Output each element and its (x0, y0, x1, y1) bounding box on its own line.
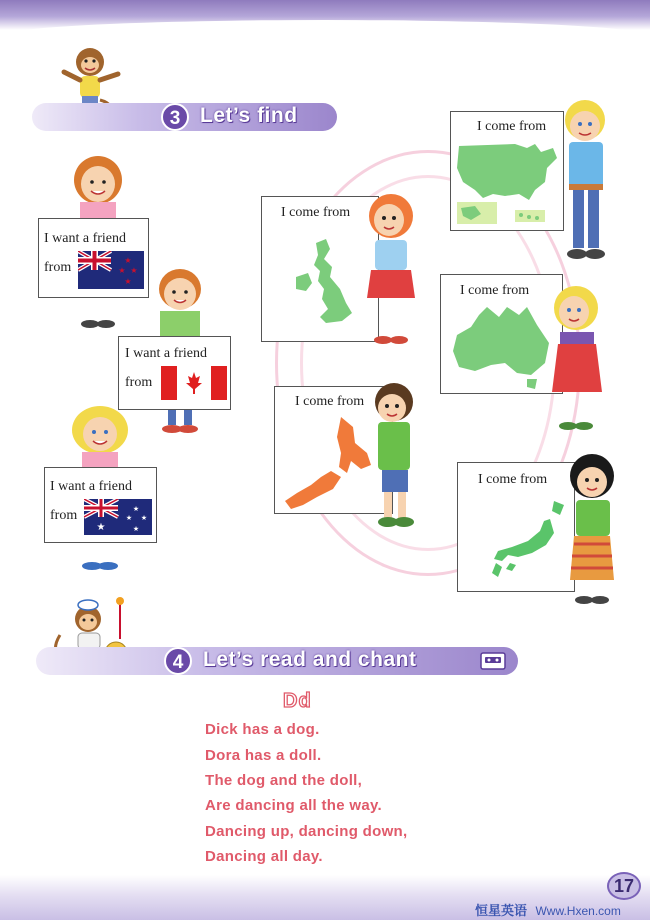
country-card-text: I come from (460, 283, 530, 298)
svg-text:★: ★ (96, 522, 106, 533)
boy-blonde-hair-illustration (555, 98, 615, 266)
site-watermark (475, 900, 621, 920)
chant-line: Dick has a dog. (205, 721, 320, 738)
svg-text:★: ★ (130, 266, 138, 275)
site-chinese-name: 恒星英语 (475, 904, 528, 919)
svg-text:★: ★ (140, 515, 148, 522)
chant-line: Dancing up, dancing down, (205, 823, 408, 840)
section-3-number: 3 (161, 103, 189, 131)
friend-card-line2: from (44, 260, 72, 275)
usa-map-icon (455, 138, 563, 231)
japan-map-icon (488, 497, 568, 592)
chant-line: The dog and the doll, (205, 772, 363, 789)
friend-card-line2: from (125, 375, 153, 390)
section-4-number: 4 (164, 647, 192, 675)
country-card-text: I come from (477, 119, 547, 134)
friend-card-line1: I want a friend (125, 346, 208, 361)
friend-card-canada (118, 336, 231, 410)
friend-card-line1: I want a friend (44, 231, 127, 246)
friend-card-line2: from (50, 508, 78, 523)
site-url: Www.Hxen.com (535, 904, 621, 918)
section-4-title: Let’s read and chant (203, 648, 417, 671)
new-zealand-flag-icon (78, 251, 144, 294)
svg-text:★: ★ (132, 526, 140, 533)
friend-card-new-zealand (38, 218, 149, 298)
country-card-text: I come from (478, 472, 548, 487)
svg-text:★: ★ (132, 506, 140, 513)
page-number-badge (607, 872, 641, 900)
uk-map-icon (290, 237, 360, 338)
friend-card-line1: I want a friend (50, 479, 133, 494)
country-card-text: I come from (281, 205, 351, 220)
country-card-japan (457, 462, 575, 592)
canada-flag-icon (161, 366, 227, 405)
svg-text:★: ★ (124, 256, 132, 265)
girl-blonde-ponytail-illustration (540, 280, 615, 440)
country-card-text: I come from (295, 394, 365, 409)
svg-text:★: ★ (124, 277, 132, 286)
country-card-usa (450, 111, 564, 231)
chant-letter-heading: Dd (283, 690, 312, 712)
top-decorative-band (0, 0, 650, 30)
page-number: 17 (613, 876, 635, 896)
chant-line: Dancing all day. (205, 848, 323, 865)
svg-text:★: ★ (125, 515, 133, 522)
girl-black-hair-illustration (560, 452, 625, 612)
cassette-icon (480, 652, 506, 675)
svg-text:★: ★ (118, 266, 126, 275)
friend-card-australia (44, 467, 157, 543)
section-3-title: Let’s find (200, 104, 298, 127)
chant-line: Are dancing all the way. (205, 797, 382, 814)
boy-brown-hair-illustration (360, 380, 425, 535)
australia-flag-icon (84, 499, 152, 540)
girl-orange-hair-illustration (353, 190, 423, 355)
chant-line: Dora has a doll. (205, 747, 322, 764)
